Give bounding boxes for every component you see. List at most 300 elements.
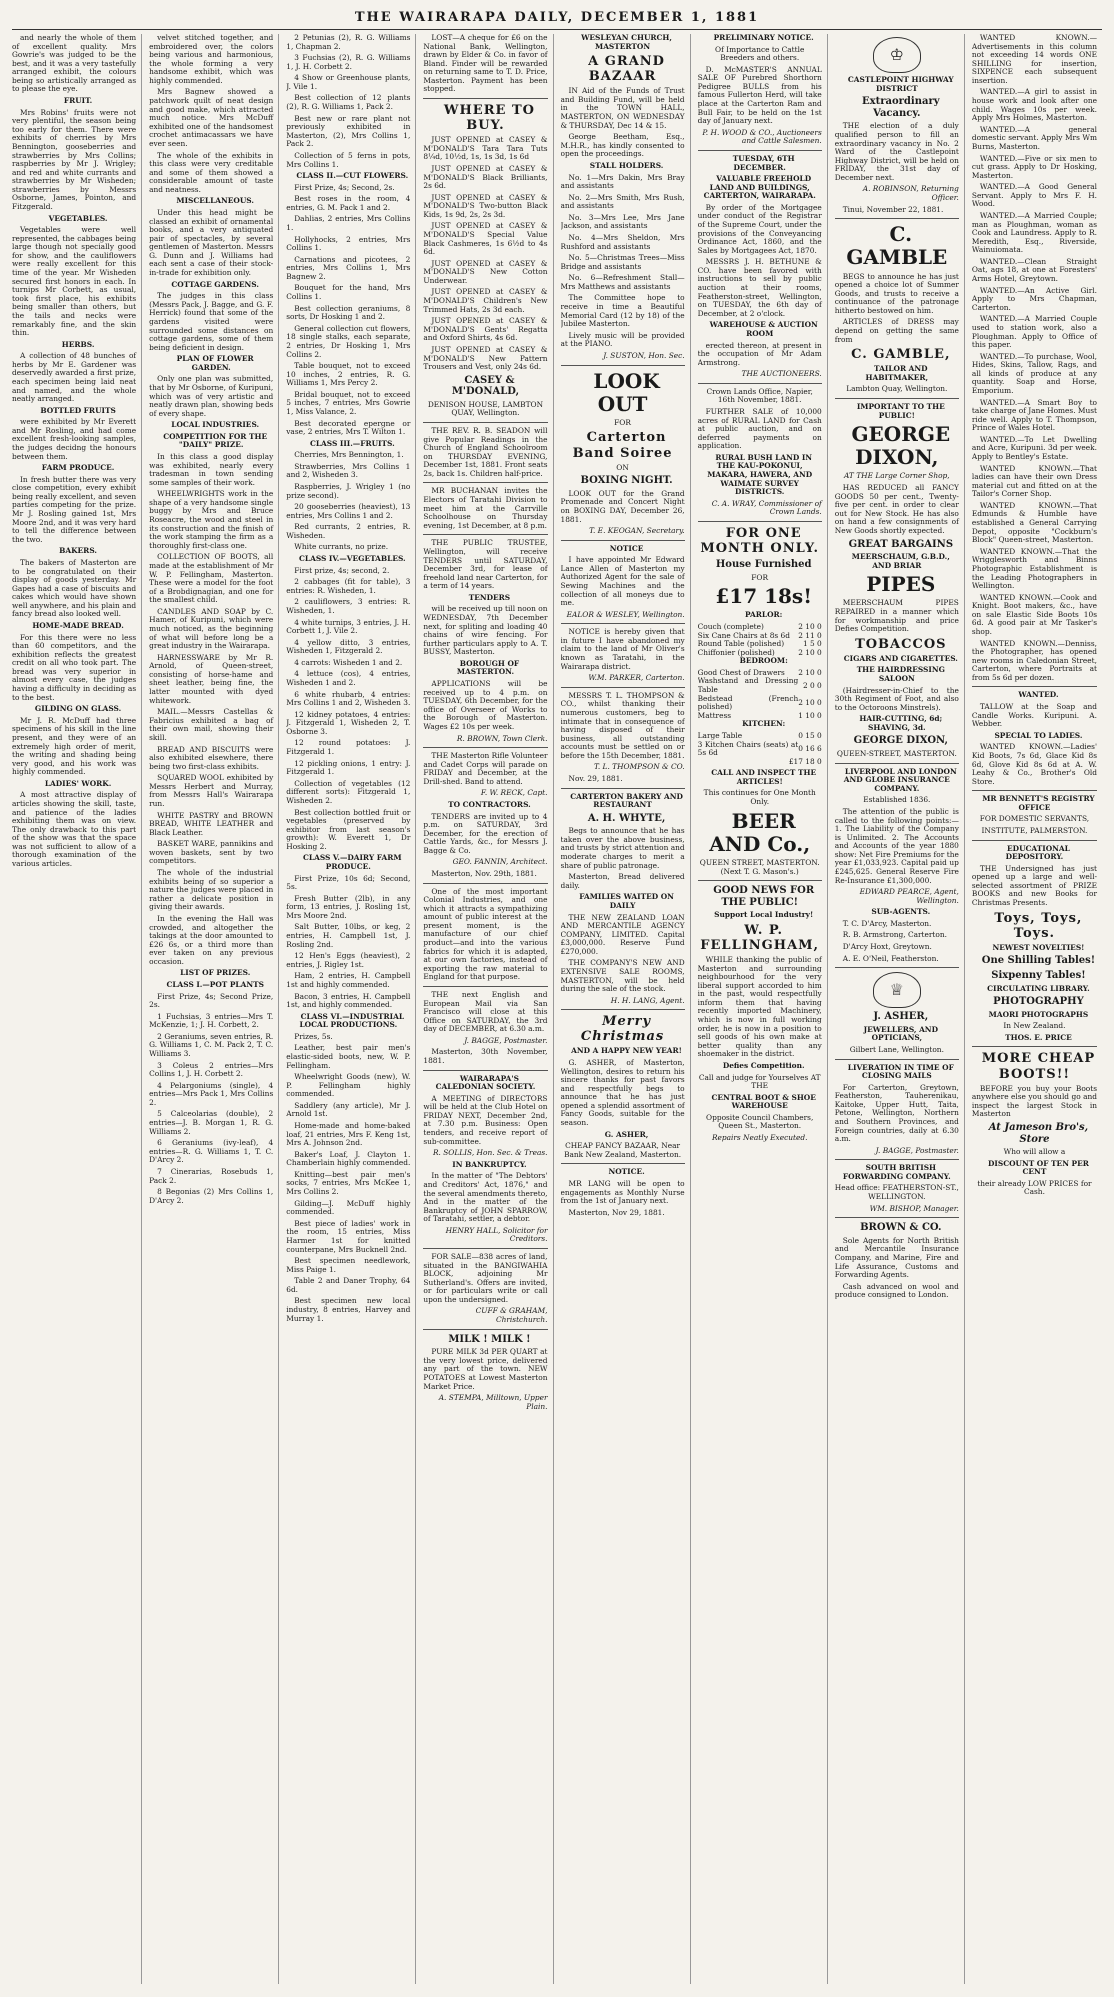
rifle-signature: F. W. RECK, Capt. <box>480 788 548 798</box>
prize-line: 2 cabbages (fit for table), 3 entries: R. Wisheden, 1. <box>286 577 411 595</box>
toys-heading: Toys, Toys, Toys. <box>994 910 1083 941</box>
thompson-ad: MESSRS T. L. THOMPSON & CO., whilst thanking their numerous customers, beg to intimate that in consequence of having disposed of their business, all outstanding accounts must be settled on or before the 15th December, 1881. <box>560 690 685 760</box>
divider <box>423 1070 547 1071</box>
column-5 <box>561 34 691 1984</box>
milk-heading: MILK ! MILK ! <box>448 1333 531 1345</box>
prize-line: Table bouquet, not to exceed 10 inches, 2 entries, R. G. Williams 1, Mrs Percy 2. <box>286 361 411 388</box>
more-boots-ad: BEFORE you buy your Boots anywhere else you should go and inspect the largest Stock in Masterton <box>971 1083 1097 1119</box>
pipes-ad: MEERSCHAUM PIPES REPAIRED in a manner which for workmanship and price Defies Competition. <box>834 598 959 634</box>
bakery-heading: CARTERTON BAKERY AND RESTAURANT <box>570 791 683 810</box>
prize-line: 3 Coleus 2 entries—Mrs Collins 1, J. H. Corbett 2. <box>149 1060 274 1079</box>
stall-item: No. 2—Mrs Smith, Mrs Rush, and assistants <box>560 192 685 211</box>
kitchen-heading: KITCHEN: <box>742 719 786 729</box>
divider <box>972 840 1097 841</box>
columns <box>12 34 1102 1984</box>
prize-line: 4 Pelargoniums (single), 4 entries—Mrs Pack 1, Mrs Collins 2. <box>149 1080 274 1107</box>
one-shilling-heading: One Shilling Tables! <box>981 955 1096 967</box>
prize-line: 6 white rhubarb, 4 entries: Mrs Collins 1 and 2, Wisheden 3. <box>286 689 411 708</box>
prize-line: 3 Fuchsias (2), R. G. Williams 1, J. H. Corbett 2. <box>286 53 411 71</box>
lost-notice: LOST—A cheque for £6 on the National Bank, Wellington, drawn by Elder & Co. in favor of Bland. Finder will be rewarded on returning same to T. D. Price, Masterton. Payment has been stopped. <box>423 34 548 94</box>
fellingham-name: W. P. FELLINGHAM, <box>700 922 820 953</box>
bankruptcy-signature: HENRY HALL, Solicitor for Creditors. <box>445 1225 548 1244</box>
where-item: JUST OPENED at CASEY & M'DONALD'S Two-button Black Kids, 1s 9d, 2s, 2s 3d. <box>423 192 548 219</box>
wanted-item: WANTED.—To Let Dwelling and Acre, Kuripuni. 3d per week. Apply to Bentley's Estate. <box>971 434 1097 462</box>
price-row: Couch (complete) 2 10 0 <box>697 622 822 631</box>
seaden-ad: THE REV. R. B. SEADON will give Popular Readings in the Church of England Schoolroom on THURSDAY EVENING, December 1st, 1881. Front seats 2s, back 1s. Children half-price. <box>423 426 548 478</box>
thompson-signature: T. L. THOMPSON & CO. <box>594 762 685 772</box>
beer-heading: BEER AND Co., <box>709 808 811 856</box>
boxing-night: BOXING NIGHT. <box>580 475 673 487</box>
discount-ad: their already LOW PRICES for Cash. <box>977 1178 1092 1197</box>
article-para: Under this head might be classed an exhibit of ornamental books, and a very antiquated pair of spectacles, by several gentlemen of Masterton. Messrs G. Dunn and J. Williams had each sent a case of their stock-in-trade for exhibition only. <box>149 207 274 278</box>
dixon-ad: HAS REDUCED all FANCY GOODS 50 per cent., Twenty-five per cent. in order to clear out for New Stock. He has also on hand a few consignments of New Goods shortly expected. <box>834 483 959 535</box>
price-row: Large Table 0 15 0 <box>697 730 822 740</box>
column-4 <box>423 34 553 1984</box>
prize-line: White currants, no prize. <box>294 542 389 552</box>
mail-notice: THE next English and European Mail via San Francisco will close at this Office on SATURDAY, the 3rd day of DECEMBER, at 6.30 a.m. <box>423 989 548 1034</box>
article-para: Only one plan was submitted, that by Mr Osborne, of Kuripuni, which was of very artistic and neatly drawn plan, showing beds of every shape. <box>149 374 274 418</box>
section-heading: LADIES' WORK. <box>44 778 112 788</box>
cigars-heading: CIGARS AND CIGARETTES. <box>843 653 958 663</box>
section-heading: PLAN OF FLOWER GARDEN. <box>176 354 254 372</box>
wanted-item: WANTED.—A girl to assist in house work and look after one child. Wages 10s per week. Apply Mrs Holmes, Masterton. <box>971 87 1097 123</box>
castlepoint-ad: THE election of a duly qualified person to fill an extraordinary vacancy in No. 2 Ward of the Castlepoint Highway District, will be held on FRIDAY, the 31st day of December next. <box>834 121 959 182</box>
article-para: CANDLES AND SOAP by C. Hamer, of Kuripuni, which were much noticed, as the beginning of what will before long be a great industry in the Wairarapa. <box>149 606 274 651</box>
warehouse-ad: erected thereon, at present in the occupation of Mr Adam Armstrong. <box>697 340 822 367</box>
band-soiree: Carterton Band Soiree <box>572 430 673 461</box>
prize-line: Best specimen new local industry, 8 entries, Harvey and Murray 1. <box>286 1296 411 1323</box>
wanted-item: WANTED KNOWN.—That the Wrigglesworth and Binns Photographic Establishment is the Leading Photographers in Wellington. <box>971 546 1097 591</box>
prize-line: Cherries, Mrs Bennington, 1. <box>294 450 404 460</box>
gamble-heading: C. GAMBLE <box>846 222 948 270</box>
asher2-address: Gilbert Lane, Wellington. <box>849 1044 944 1054</box>
article-para: BASKET WARE, pannikins and woven baskets, sent by two competitors. <box>149 839 274 866</box>
buchanan-ad: MR BUCHANAN invites the Electors of Taratahi Division to meet him at the Carrville Schoolhouse on Thursday evening, 1st December, at 8 p.m. <box>423 486 548 530</box>
section-heading: LOCAL INDUSTRIES. <box>171 420 260 430</box>
prize-line: First prize, 4s; second, 2. <box>294 565 390 575</box>
section-subheading: CLASS III.—FRUITS. <box>309 438 395 448</box>
rural-heading: RURAL BUSH LAND IN THE KAU-POKONUI, MAKARA, HAWERA, AND WAIMATE SURVEY DISTRICTS. <box>707 452 813 497</box>
whyte-note: Masterton, Bread delivered daily. <box>560 872 685 890</box>
section-heading: BOTTLED FRUITS <box>40 405 116 415</box>
notice-heading: NOTICE <box>609 543 644 553</box>
dixon-heading: GEORGE DIXON, <box>851 422 951 470</box>
wanted-item: WANTED.—A Married Couple used to station work, also a Ploughman. Apply to Office of this paper. <box>971 314 1097 350</box>
prize-line: First Prize, 10s 6d; Second, 5s. <box>286 873 411 892</box>
article-para: The judges in this class (Messrs Pack, J. Bagge, and G. F. Herrick) found that some of the gardens visited were surrounded some distances on cottage gardens, some of them being deficient in design. <box>149 291 274 352</box>
article-para: velvet stitched together, and embroidered over, the colors being various and harmonious, the whole forming a very handsome exhibit, which was highly commended. <box>149 34 274 85</box>
wanted-item: WANTED KNOWN.—Advertisements in this column not exceeding 14 words ONE SHILLING for insertion, SIXPENCE each subsequent insertion. <box>971 34 1097 85</box>
prize-line: 20 gooseberries (heaviest), 13 entries, Mrs Collins 1 and 2. <box>286 502 411 520</box>
contractors-signature: GEO. FANNIN, Architect. <box>452 857 548 867</box>
price-row: Six Cane Chairs at 8s 6d 2 11 0 <box>697 630 822 640</box>
whyte-ad: Begs to announce that he has taken over the above business, and trusts by strict attention and moderate charges to merit a share of public patronage. <box>560 826 685 870</box>
gamble-name: C. GAMBLE, <box>851 347 951 363</box>
gamble-ad: BEGS to announce he has just opened a choice lot of Summer Goods, and trusts to receive a continuance of the patronage hitherto bestowed on him. <box>834 271 959 315</box>
price-row: Chiffonier (polished) 2 10 0 <box>697 647 822 657</box>
prize-line: 12 Hen's Eggs (heaviest), 2 entries, J. Rigley 1st. <box>286 951 411 969</box>
divider <box>561 788 685 789</box>
contractors-ad: TENDERS are invited up to 4 p.m. on SATURDAY, 3rd December, for the erection of Cattle Yards, &c., for Messrs J. Bagge & Co. <box>423 811 548 855</box>
maori-heading: MAORI PHOTOGRAPHS <box>988 1009 1089 1019</box>
wanted-item: WANTED KNOWN.—Cook and Knight. Boot makers, &c., have on sale Elastic Side Boots 10s 6d. A good pair at Mr Tasker's shop. <box>971 592 1097 636</box>
land-sale-signature: CUFF & GRAHAM, Christchurch. <box>475 1306 548 1325</box>
column-8 <box>972 34 1102 1984</box>
article-para: and nearly the whole of them of excellent quality. Mrs Gowrie's was judged to be the best, and it was a very tastefully arranged exhibit, the colours being so artistically arranged as to please the eye. <box>12 34 137 94</box>
prize-line: Bridal bouquet, not to exceed 5 inches, 7 entries, Mrs Gowrie 1, Miss Valance, 2. <box>286 389 411 416</box>
divider <box>835 1059 959 1060</box>
wanted-item: WANTED KNOWN.—Denniss, the Photographer, has opened new rooms in Caledonian Street, Carterton, where Portraits at from 5s 6d per dozen. <box>971 638 1097 682</box>
article-para: In the evening the Hall was crowded, and altogether the takings at the door amounted to £26 6s, or a third more than ever taken on any previous occasion. <box>149 913 274 966</box>
gamble-note: ARTICLES of DRESS may depend on getting the same from <box>834 317 959 344</box>
land-sale-ad: FOR SALE—838 acres of land, situated in the BANGIWAHIA BLOCK, adjoining Mr Sutherland's. Offers are invited, or for particulars write or call upon the undersigned. <box>423 1251 548 1304</box>
section-heading: LIST OF PRIZES. <box>180 968 251 978</box>
fellingham-note: Call and judge for Yourselves AT THE <box>698 1072 821 1091</box>
dispatch-ad: For Carterton, Greytown, Featherston, Tauherenikau, Kaitoke, Upper Hutt, Taita, Petone, Wellington, Northern and Southern Provinces, and Foreign countries, daily at 6.30 a.m. <box>834 1082 959 1144</box>
prize-line: Red currants, 2 entries, R. Wisheden. <box>286 522 411 540</box>
notice2-ad: NOTICE is hereby given that in future I have abandoned my claim to the land of Mr Oliver's known as Taratahi, in the Wairarapa district. <box>560 627 685 671</box>
prize-line: Best collection bottled fruit or vegetables (preserved by exhibitor from last season's growth): W. Everett 1, Dr Hosking 2. <box>286 807 411 851</box>
column-7 <box>835 34 965 1984</box>
section-heading: BAKERS. <box>59 546 97 556</box>
wanted-item: WANTED.—A Married Couple; man as Ploughman, woman as Cook and Laundress. Apply to R. Meredith, Esq., Riverside, Wainuiomata. <box>971 210 1097 255</box>
subagent-item: T. C. D'Arcy, Masterton. <box>842 918 932 928</box>
borough-heading: BOROUGH OF MASTERTON. <box>456 658 520 677</box>
contractors-heading: TO CONTRACTORS. <box>448 799 531 809</box>
wanted-item: WANTED KNOWN.—That ladies can have their own Dress material cut and fitted on at the Tailor's Corner Shop. <box>971 463 1097 499</box>
prize-line: Leather, best pair men's elastic-sided boots, new, W. P. Fellingham. <box>286 1043 411 1070</box>
wanted-item: WANTED.—Clean Straight Oat, ags 18, at one at Foresters' Arms Hotel, Greytown. <box>971 256 1097 284</box>
prize-line: 12 kidney potatoes, 4 entries: J. Fitzgerald 1, Wisheden 2, T. Osborne 3. <box>286 709 411 736</box>
special-ladies-ad: WANTED KNOWN.—Ladies' Kid Boots, 7s 6d, Glace Kid 8s 6d, Glove Kid 8s 6d at A. W. Leahy & Co., Brother's Old Store. <box>971 742 1097 786</box>
article-para: Mr J. R. McDuff had three specimens of his skill in the line present, and they were of an extremely high order of merit, the writing and shading being very good, and his work was highly commended. <box>12 715 137 777</box>
section-subheading: CLASS II.—CUT FLOWERS. <box>296 171 409 181</box>
borough-ad: APPLICATIONS will be received up to 4 p.m. on TUESDAY, 6th December, for the office of Overseer of Works to the Borough of Masterton. Wages £2 10s per week. <box>423 679 548 731</box>
asher-address: CHEAP FANCY BAZAAR, Near Bank New Zealand, Masterton. <box>564 1141 682 1159</box>
crown-lands-ad: FURTHER SALE of 10,000 acres of RURAL LAND for Cash at public auction, and on deferred payments on application. <box>697 406 822 451</box>
section-heading: FARM PRODUCE. <box>41 463 115 473</box>
look-for: FOR <box>614 417 631 427</box>
article-para: MAIL.—Messrs Castellas & Fabricius exhibited a bag of their own mail, showing their skill. <box>149 707 274 742</box>
maori-name: THOS. E. PRICE <box>1005 1032 1072 1042</box>
whyte-name: A. H. WHYTE, <box>587 812 666 824</box>
beer-address: QUEEN STREET, MASTERTON. (Next T. G. Mason's.) <box>699 857 820 876</box>
where-item: JUST OPENED at CASEY & M'DONALD'S Black Brilliants, 2s 6d. <box>423 163 548 191</box>
tenders-heading: TENDERS <box>468 592 511 602</box>
prize-line: Best decorated epergne or vase, 2 entries, Mrs T. Wilton 1. <box>286 418 411 437</box>
wanted-item: WANTED.—A general domestic servant. Apply Mrs Wm Burns, Masterton. <box>971 124 1097 151</box>
meerschaum-heading: MEERSCHAUM, G.B.D., AND BRIAR <box>851 552 950 570</box>
divider <box>698 383 822 384</box>
dispatch-heading: LIVERATION IN TIME OF CLOSING MAILS <box>847 1062 954 1081</box>
prize-line: Prizes, 5s. <box>294 1031 333 1041</box>
asher-ad: G. ASHER, of Masterton, Wellington, desires to return his sincere thanks for past favors and respectfully begs to announce that he has just opened a splendid assortment of Fancy Goods, suitable for the season. <box>560 1058 685 1128</box>
asher-name: G. ASHER, <box>604 1129 649 1139</box>
dixon2-address: QUEEN-STREET, MASTERTON. <box>836 749 957 759</box>
masthead <box>12 10 1102 30</box>
section-heading: HERBS. <box>61 339 95 349</box>
pipes-heading: PIPES <box>866 572 936 597</box>
notice-ad: I have appointed Mr Edward Lance Allen of Masterton my Authorized Agent for the sale of Sewing Machines and the collection of all moneys due to me. <box>560 555 685 608</box>
caledonian-signature: R. SOLLIS, Hon. Sec. & Treas. <box>432 1148 548 1158</box>
loan-signature: H. H. LANG, Agent. <box>610 995 685 1005</box>
brown-heading: BROWN & CO. <box>860 1222 942 1234</box>
tobaccos-heading: TOBACCOS <box>855 636 947 652</box>
divider <box>423 883 547 884</box>
divider <box>423 986 547 987</box>
liverpool-ad: The attention of the public is called to the following points:—1. The Liability of the Company is Unlimited. 2. The Accounts and Accounts of the year 1880 show: Net Fire Premiums for the year £1,033,923. Capital paid up £245,625. General Reserve Fire Re-Insurance £1,300,000. <box>834 806 959 885</box>
divider <box>423 1329 547 1330</box>
fellingham-ad: WHILE thanking the public of Masterton and surrounding neighbourhood for the very liberal support accorded to him in the past, would respectfully inform them that having recently imported Machinery, which is now in full working order, he is now in a position to sell goods of his own make at better quality than any shoemaker in the district. <box>697 955 822 1059</box>
prize-line: Salt Butter, 10lbs, or keg, 2 entries, H. Campbell 1st, J. Rosling 2nd. <box>286 922 411 949</box>
article-para: Vegetables were well represented, the cabbages being large though not specially good for show, and the cauliflowers were really excellent for this time of the year. Mr Wisheden secured first honors in each. In turnips Mr Corbett, as usual, took first place, his exhibits being smaller than others, but the tails and necks were remarkably fine, and the skin thin. <box>12 225 137 338</box>
where-item: JUST OPENED at CASEY & M'DONALD'S Children's New Trimmed Hats, 2s 3d each. <box>423 287 548 314</box>
divider <box>423 98 547 99</box>
tallow-ad: TALLOW at the Soap and Candle Works. Kuripuni. A. Webber. <box>971 702 1097 729</box>
hair-cutting-price: HAIR-CUTTING, 6d; SHAVING, 3d. <box>859 714 943 732</box>
house-price: £17 18s! <box>715 584 812 609</box>
column-6 <box>698 34 828 1984</box>
divider <box>835 763 959 764</box>
article-para: The whole of the industrial exhibits being of so superior a nature the judges were placed in rather a delicate position in giving their awards. <box>149 868 274 912</box>
divider <box>561 623 685 624</box>
where-item: JUST OPENED at CASEY & M'DONALD'S New Cotton Underwear. <box>423 258 548 285</box>
mcmaster-ad: D. McMASTER'S ANNUAL SALE OF Purebred Shorthorn Pedigree BULLS from his famous Fullerton Herd, will take place at the Carterton Ram and Bull Fair, to be held on the 1st day of January next. <box>697 64 822 126</box>
bedroom-heading: BEDROOM: <box>739 656 788 666</box>
article-para: Mrs Robins' fruits were not very plentiful, the season being too early for them. There were exhibits of cherries by Mrs Bennington, gooseberries and strawberries by Mrs Collins; raspberries by Mr J. Wrigley; and red and white currants and strawberries by Mr Wisheden; strawberries by Messrs Osborne, James, Pointon, and Fitzgerald. <box>12 107 137 211</box>
dixon2-name: GEORGE DIXON, <box>853 735 949 747</box>
parlor-heading: PARLOR: <box>744 610 783 620</box>
prize-line: Carnations and picotees, 2 entries, Mrs Collins 1, Mrs Bagnew 2. <box>286 254 411 281</box>
divider <box>423 534 547 535</box>
milk-ad: PURE MILK 3d PER QUART at the very lowest price, delivered any part of the town. NEW POTATOES at Lowest Masterton Market Price. <box>423 1347 548 1391</box>
liverpool-signature: EDWARD PEARCE, Agent, Wellington. <box>859 887 959 905</box>
prize-line: Table 2 and Daner Trophy, 64 6d. <box>286 1276 411 1294</box>
one-month-heading: FOR ONE MONTH ONLY. <box>700 525 820 556</box>
auction-signature: THE AUCTIONEERS. <box>741 369 822 379</box>
article-para: WHEELWRIGHTS work in the shape of a very handsome single buggy by Mrs and Bruce Roseacre, the wood and steel in its construction and the finish of the work stamping the firm as a thoroughly first-class one. <box>149 489 274 550</box>
mail-date: Masterton, 30th November, 1881. <box>423 1047 548 1065</box>
divider <box>835 967 959 968</box>
preliminary-heading: PRELIMINARY NOTICE. <box>713 34 814 42</box>
prize-line: Strawberries, Mrs Collins 1 and 2, Wisheden 3. <box>286 461 411 480</box>
loan-note: THE COMPANY'S NEW AND EXTENSIVE SALE ROOMS, MASTERTON, will be held during the sale of the stock. <box>560 958 685 994</box>
mail-signature: J. BAGGE, Postmaster. <box>464 1035 548 1045</box>
prize-line: 2 Geraniums, seven entries, R. G. Williams 1, C. M. Pack 2, T. C. Williams 3. <box>149 1031 274 1059</box>
prize-line: Dahlias, 2 entries, Mrs Collins 1. <box>286 214 411 232</box>
bazaar-note: The Committee hope to receive in time a Beautiful Memorial Card (12 by 18) of the Jubilee Masterton. <box>560 293 685 329</box>
stall-item: No. 6—Refreshment Stall—Mrs Matthews and assistants <box>560 273 685 291</box>
notice2-signature: W.M. PARKER, Carterton. <box>588 673 685 683</box>
divider <box>835 1217 959 1218</box>
central-heading: CENTRAL BOOT & SHOE WAREHOUSE <box>711 1092 816 1111</box>
prize-line: 12 pickling onions, 1 entry: J. Fitzgerald 1. <box>286 758 411 777</box>
prize-line: Gilding—J. McDuff highly commended. <box>286 1198 411 1217</box>
prize-line: 4 Show or Greenhouse plants, J. Vile 1. <box>286 73 411 91</box>
prize-line: Ham, 2 entries, H. Campbell 1st and highly commended. <box>286 971 411 989</box>
price-total: £17 18 0 <box>788 756 822 766</box>
prize-line: 2 cauliflowers, 3 entries: R. Wisheden, 1. <box>286 597 411 615</box>
valuable-heading: VALUABLE FREEHOLD LAND AND BUILDINGS, CARTERTON, WAIRARAPA. <box>703 174 816 201</box>
article-para: The whole of the exhibits in this class were very creditable and some of them showed a considerable amount of taste and neatness. <box>149 150 274 194</box>
look-on: ON <box>616 462 629 472</box>
article-para: The bakers of Masterton are to be congratulated on their display of goods yesterday. Mr Gapes had a case of biscuits and cakes which would have shown well anywhere, and his plain and fancy bread also looked well. <box>12 557 137 619</box>
wanted-item: WANTED.—Five or six men to cut grass. Apply to Dr Hosking, Masterton. <box>971 153 1097 180</box>
divider <box>561 365 685 366</box>
divider <box>423 1248 547 1249</box>
notice-signature: EALOR & WESLEY, Wellington. <box>566 609 685 619</box>
section-heading: GILDING ON GLASS. <box>34 704 122 714</box>
prize-line: 4 carrots: Wisheden 1 and 2. <box>294 657 403 667</box>
rifle-ad: THE Masterton Rifle Volunteer and Cadet Corps will parade on FRIDAY and December, at the Drill-shed. Band to attend. <box>423 751 548 786</box>
prize-line: 12 round potatoes: J. Fitzgerald 1. <box>286 738 411 757</box>
castlepoint-signature: A. ROBINSON, Returning Officer. <box>862 184 959 202</box>
prize-line: General collection cut flowers, 18 single stalks, each separate, 2 entries, Dr Hosking 1, Mrs Collins 2. <box>286 323 411 359</box>
prize-line: Baker's Loaf, J. Clayton 1. Chamberlain highly commended. <box>286 1149 411 1168</box>
bedroom-list <box>698 669 822 720</box>
vacancy-heading: Extraordinary Vacancy. <box>862 96 940 119</box>
section-subheading: CLASS I.—POT PLANTS <box>166 979 264 989</box>
article-para: In fresh butter there was very close competition, every exhibit being really excellent, and seven parties competing for the prize. Mr J. Rosling gained 1st, Mrs Moore 2nd, and it was very hard to tell the difference between the two. <box>12 474 137 544</box>
educational-ad: THE Undersigned has just opened up a large and well-selected assortment of PRIZE BOOKS and new Books for Christmas Presents. <box>971 863 1097 908</box>
divider <box>698 521 822 522</box>
defies-heading: Defies Competition. <box>722 1060 805 1070</box>
divider <box>835 398 959 399</box>
divider <box>972 686 1097 687</box>
stall-item: No. 1—Mrs Dakin, Mrs Bray and assistants <box>560 172 685 191</box>
mcmaster-signature: P. H. WOOD & CO., Auctioneers and Cattle Salesmen. <box>702 127 822 146</box>
article-para: BREAD AND BISCUITS were also exhibited elsewhere, there being two first-class exhibits. <box>149 744 274 771</box>
divider <box>423 422 547 423</box>
bankruptcy-heading: IN BANKRUPTCY. <box>452 1159 527 1169</box>
valuable-ad: By order of the Mortgagee under conduct of the Registrar of the Supreme Court, under the provisions of the Conveyancing Ordinance Act, 1860, and the Sales by Mortgagees Act, 1870. <box>697 202 822 255</box>
repairs-note: Repairs Neatly Executed. <box>711 1133 808 1142</box>
asher2-heading: J. ASHER, <box>873 1011 929 1023</box>
article-para: COLLECTION OF BOOTS, all made at the establishment of Mr W. P. Fellingham, Masterton. These were a model for the foot of a Brobdignagian, and one for the smallest child. <box>149 552 274 605</box>
prize-line: Best roses in the room, 4 entries, G. M. Pack 1 and 2. <box>286 194 411 212</box>
preliminary-sub: Of Importance to Cattle Breeders and others. <box>715 44 805 63</box>
prize-line: Saddlery (any article), Mr J. Arnold 1st. <box>286 1100 411 1119</box>
article-para: A collection of 48 bunches of herbs by Mr E. Gardener was deservedly awarded a first prize, each specimen being laid neat and named, and the whole neatly arranged. <box>12 351 137 404</box>
section-subheading: COMPETITION FOR THE "DAILY" PRIZE. <box>163 431 268 450</box>
tenders-ad: will be received up till noon on WEDNESDAY, 7th December next, for spliting and loading 40 chains of wire fencing. For further particulars apply to A. T. BUSSY, Masterton. <box>423 604 548 657</box>
maori-sub: In New Zealand. <box>1003 1021 1066 1031</box>
article-para: Mrs Bagnew showed a patchwork quilt of neat design and good make, which attracted much notice. Mrs McDuff exhibited one of the handsomest crochet antimacassars we have ever seen. <box>149 87 274 148</box>
crown-lands-heading: Crown Lands Office, Napier, 16th November, 1881. <box>706 386 813 405</box>
royal-crest-icon: ♔ <box>873 37 921 73</box>
castlepoint-date: Tinui, November 22, 1881. <box>842 204 944 214</box>
promenade-ad: LOOK OUT for the Grand Promenade and Concert Night on BOXING DAY, December 26, 1881. <box>560 488 685 524</box>
divider <box>423 747 547 748</box>
caledonian-heading: WAIRARAPA'S CALEDONIAN SOCIETY. <box>435 1073 536 1092</box>
prize-line: Hollyhocks, 2 entries, Mrs Collins 1. <box>286 234 411 253</box>
promenade-signature: T. E. KEOGAN, Secretary. <box>589 526 685 536</box>
bargains-heading: GREAT BARGAINS <box>848 538 954 550</box>
liverpool-heading: LIVERPOOL AND LONDON AND GLOBE INSURANCE COMPANY. <box>843 766 957 793</box>
dispatch-signature: J. BAGGE, Postmaster. <box>875 1145 959 1155</box>
photography-heading: PHOTOGRAPHY <box>993 996 1084 1008</box>
wanted-item: WANTED.—A Good General Servant. Apply to Mrs F. H. Wood. <box>971 182 1097 209</box>
call-heading: CALL AND INSPECT THE ARTICLES! <box>711 768 817 786</box>
section-heading: HOME-MADE BREAD. <box>32 621 124 630</box>
dixon-sub: AT THE Large Corner Shop, <box>843 471 950 481</box>
article-para: SQUARED WOOL exhibited by Messrs Herbert and Murray, from Messrs Hall's Wairarapa run. <box>149 773 274 808</box>
subagent-item: D'Arcy Hoxt, Greytown. <box>842 942 932 952</box>
notice3-ad: MR LANG will be open to engagements as Monthly Nurse from the 1st of January next. <box>560 1178 685 1206</box>
column-2 <box>149 34 279 1984</box>
divider <box>561 1009 685 1010</box>
divider <box>835 1159 959 1160</box>
more-boots-heading: MORE CHEAP BOOTS!! <box>981 1051 1096 1082</box>
house-for: FOR <box>751 572 769 582</box>
prize-line: Fresh Butter (2lb), in any form, 13 entries, J. Rosling 1st, Mrs Moore 2nd. <box>286 893 411 920</box>
bazaar-signature: J. SUSTON, Hon. Sec. <box>603 350 685 360</box>
prize-line: Best piece of ladies' work in the room, 15 entries, Miss Harmer 1st for knitted counterpane, Mrs Bucknell 2nd. <box>286 1218 411 1254</box>
stall-item: No. 5—Christmas Trees—Miss Bridge and assistants <box>560 253 685 271</box>
featherston-office: Head office: FEATHERSTON-ST., WELLINGTON. <box>834 1183 959 1202</box>
where-item: JUST OPENED at CASEY & M'DONALD'S Tara Tara Tuts 8¼d, 10½d, 1s, 1s 3d, 1s 6d <box>423 135 548 162</box>
subagent-item: R. B. Armstrong, Carterton. <box>842 930 947 940</box>
borough-signature: R. BROWN, Town Clerk. <box>456 733 548 743</box>
bazaar-heading: A GRAND BAZAAR <box>588 54 665 85</box>
castlepoint-heading: CASTLEPOINT HIGHWAY DISTRICT <box>847 75 954 93</box>
merry-christmas-heading: Merry Christmas <box>580 1014 665 1045</box>
kitchen-list <box>698 732 822 758</box>
gamble-trade: TAILOR AND HABITMAKER, <box>865 364 929 382</box>
divider <box>561 687 685 688</box>
bethune-ad: MESSRS J. H. BETHUNE & CO. have been favored with instructions to sell by public auction at their rooms, Featherston-street, Wellington, on TUESDAY, the 6th day of December, at 2 o'clock. <box>697 257 822 318</box>
casey-name: CASEY & M'DONALD, <box>451 374 520 398</box>
article-para: HARNESSWARE by Mr R. Arnold, of Queen-street, consisting of horse-hame and sheet leather, being fine, the latter mounted with dyed whitework. <box>149 652 274 705</box>
price-row: Washstand and Dressing Table 2 0 0 <box>697 676 822 695</box>
section-heading: VEGETABLES. <box>48 213 108 223</box>
prize-line: Home-made and home-baked loaf, 21 entries, Mrs F. Keng 1st, Mrs A. Johnson 2nd. <box>286 1121 411 1148</box>
tallow-heading: WANTED. <box>1018 690 1059 700</box>
prize-line: Best collection geraniums, 8 sorts, Dr Hosking 1 and 2. <box>286 303 411 322</box>
circulating-heading: CIRCULATING LIBRARY. <box>987 983 1090 993</box>
educational-heading: EDUCATIONAL DEPOSITORY. <box>1005 843 1070 862</box>
milk-signature: A. STEMPA, Milltown, Upper Plain. <box>438 1393 548 1411</box>
support-heading: Support Local Industry! <box>714 910 814 920</box>
section-heading: COTTAGE GARDENS. <box>171 279 259 289</box>
prize-line: Collection of 5 ferns in pots, Mrs Collins 1. <box>286 150 411 169</box>
prize-line: Raspberries, J. Wrigley 1 (no prize second). <box>286 482 411 500</box>
happy-new-year: AND A HAPPY NEW YEAR! <box>571 1046 682 1056</box>
stall-item: No. 3—Mrs Lee, Mrs Jane Jackson, and assistants <box>560 212 685 231</box>
price-row: Round Table (polished) 1 5 0 <box>697 639 822 649</box>
caledonian-ad: A MEETING of DIRECTORS will be held at the Club Hotel on FRIDAY NEXT, December 2nd, at 7.30 p.m. Business: Open tenders, and receive report of sub-committee. <box>423 1093 548 1146</box>
prize-line: First Prize, 4s; Second Prize, 2s. <box>149 991 274 1010</box>
section-subheading: CLASS IV.—VEGETABLES. <box>299 554 406 564</box>
novelties-heading: NEWEST NOVELTIES! <box>992 942 1085 952</box>
crown-signature: C. A. WRAY, Commissioner of Crown Lands. <box>711 498 822 517</box>
column-1 <box>12 34 142 1984</box>
jameson-ad: Who will allow a <box>1003 1147 1066 1157</box>
price-row: Good Chest of Drawers 2 10 0 <box>697 667 822 677</box>
asher2-sub: JEWELLERS, AND OPTICIANS, <box>863 1024 938 1043</box>
prize-line: Best collection of 12 plants (2), R. G. Williams 1, Pack 2. <box>286 93 411 112</box>
article-para: were exhibited by Mr Everett and Mr Rosling, and had come excellent fresh-looking samples, the judges decidng the honours between them. <box>12 417 137 461</box>
wanted-item: WANTED.—To purchase, Wool, Hides, Skins, Tallow, Rags, and all kinds of produce at any quantity. Soap and Horse, Emporium. <box>971 351 1097 395</box>
featherston-signature: WM. BISHOP, Manager. <box>869 1203 959 1213</box>
brown-note: Cash advanced on wool and produce consigned to London. <box>834 1281 959 1300</box>
prize-line: 6 Geraniums (ivy-leaf), 4 entries—R. G. Williams 1, T. C. D'Arcy 2. <box>149 1138 274 1165</box>
where-item: JUST OPENED at CASEY & M'DONALD'S Special Value Black Cashmeres, 1s 6½d to 4s 6d. <box>423 221 548 257</box>
casey-address: DENISON HOUSE, LAMBTON QUAY, Wellington. <box>427 399 544 418</box>
bennett-heading: MR BENNETT'S REGISTRY OFFICE <box>982 794 1095 812</box>
where-item: JUST OPENED at CASEY & M'DONALD'S Gents' Regatta and Oxford Shirts, 4s 6d. <box>423 316 548 343</box>
discount-heading: DISCOUNT OF TEN PER CENT <box>988 1158 1089 1177</box>
